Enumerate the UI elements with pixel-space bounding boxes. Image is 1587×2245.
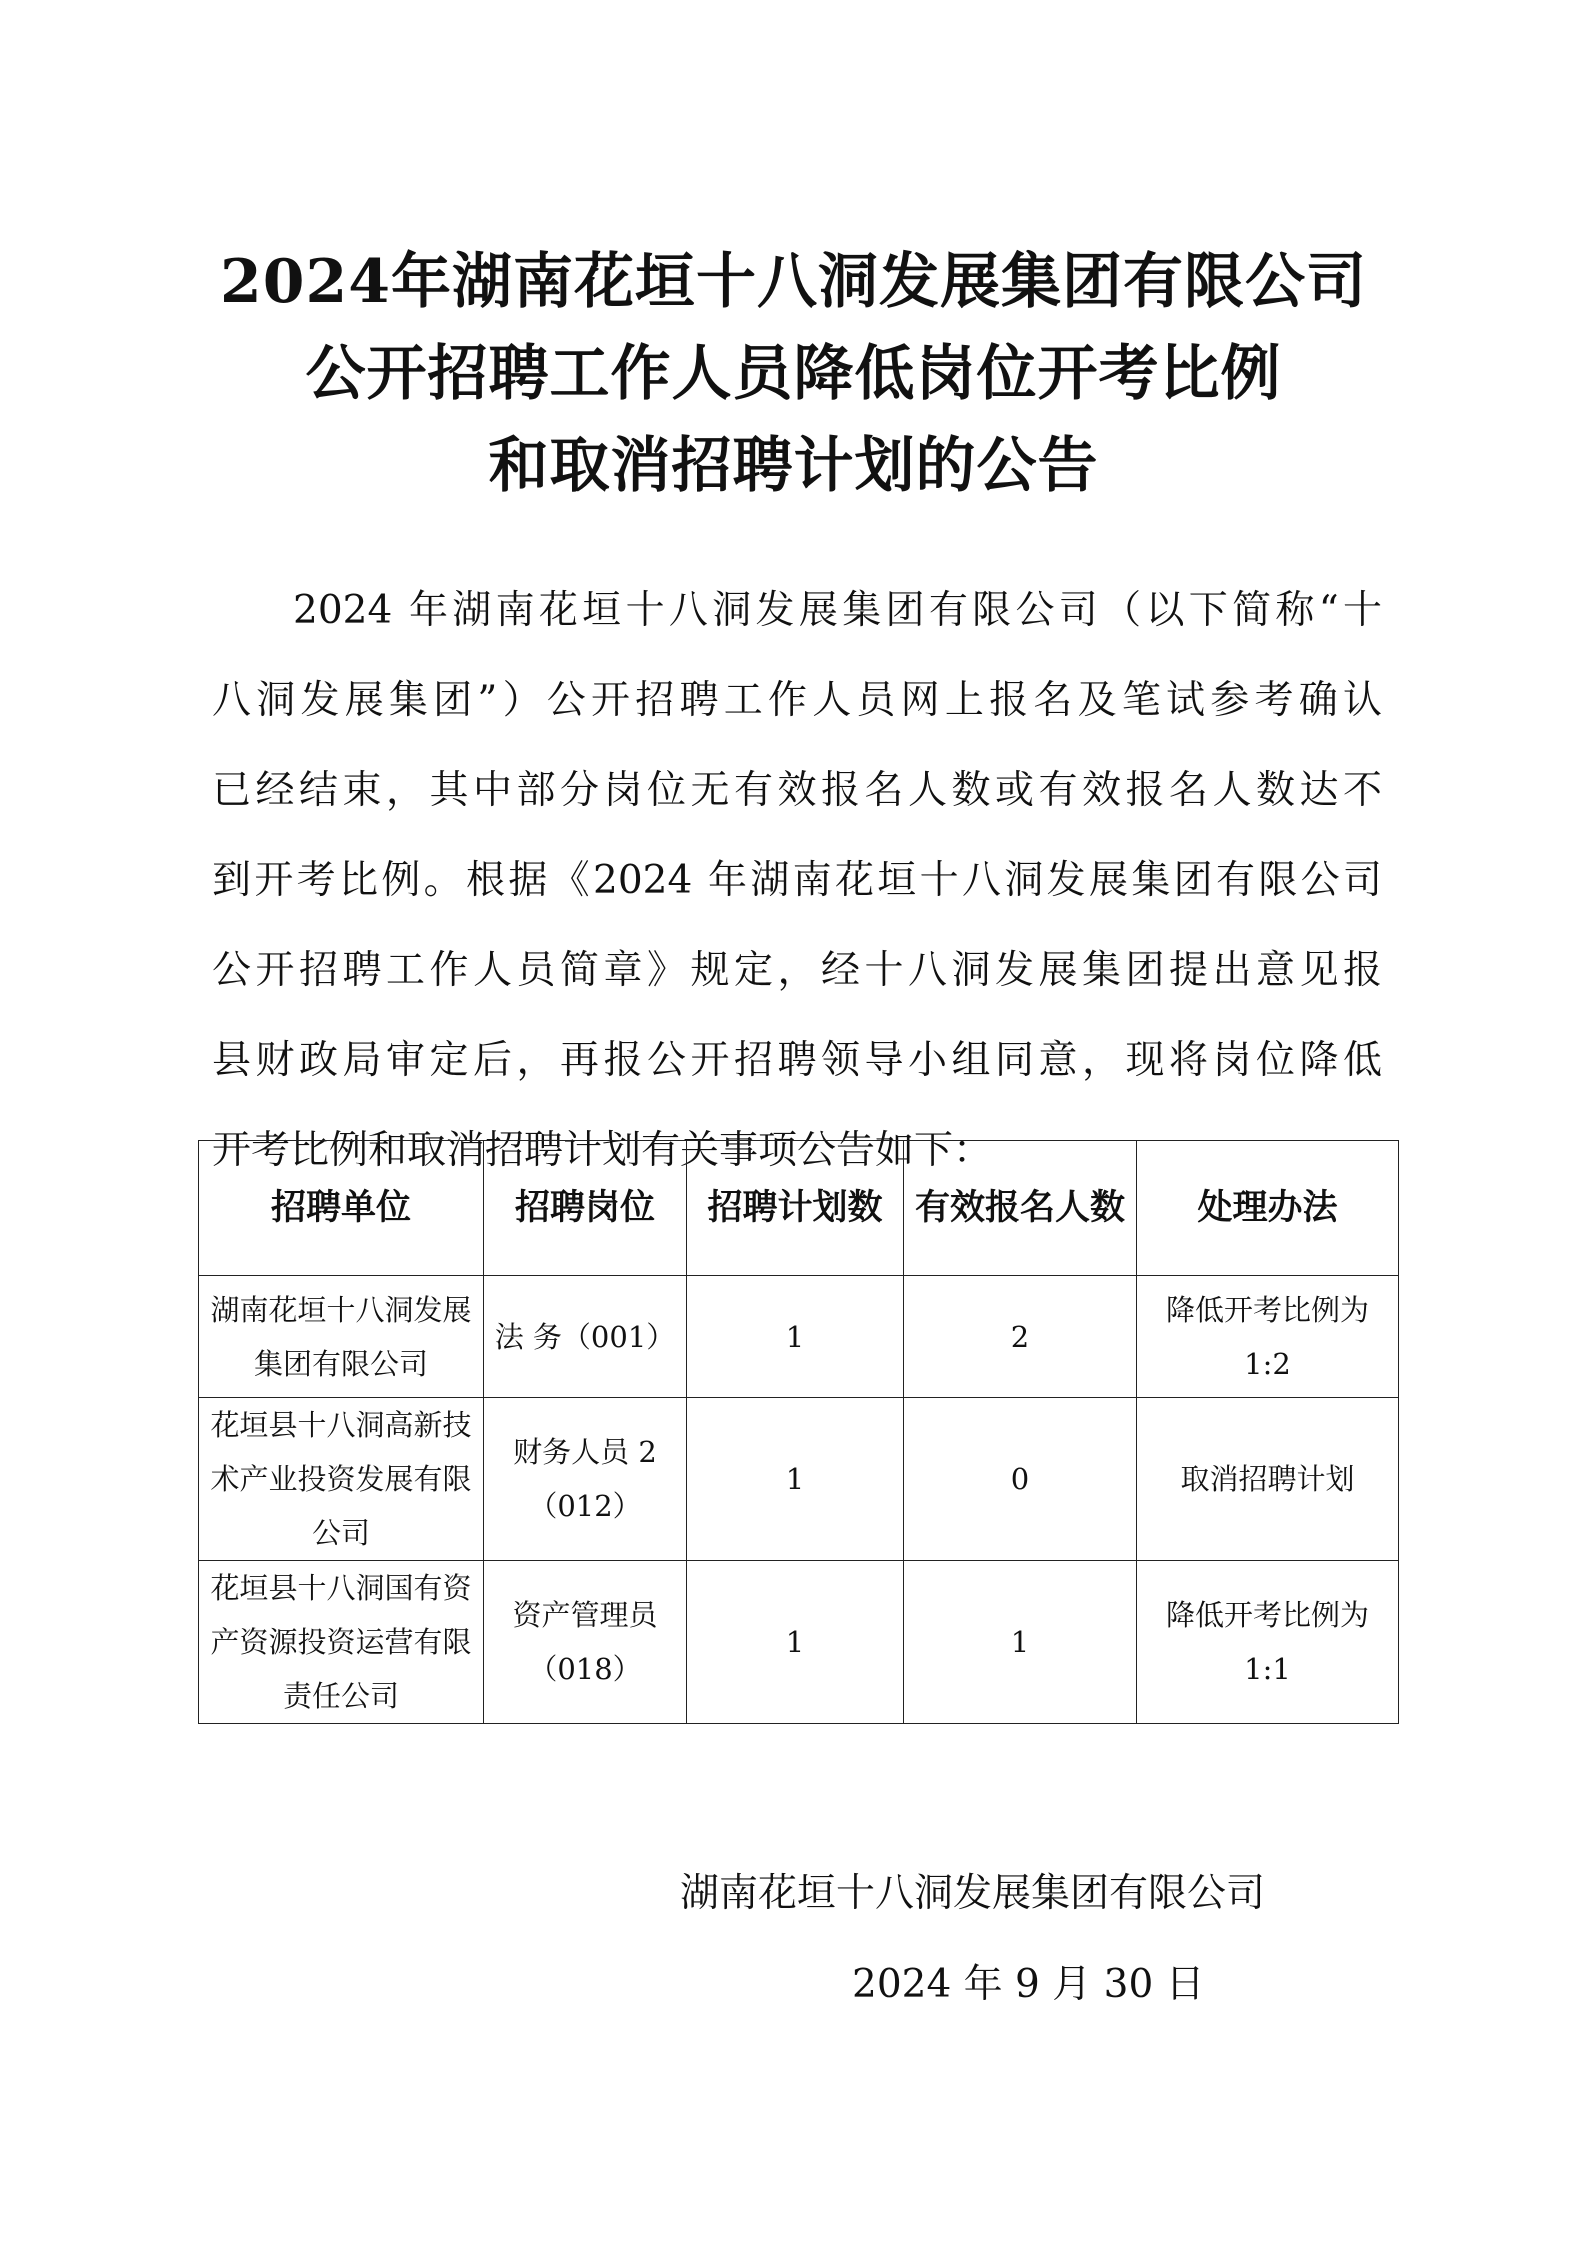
header-unit: 招聘单位	[199, 1141, 484, 1276]
header-position: 招聘岗位	[484, 1141, 687, 1276]
table-row	[199, 1561, 1399, 1724]
header-plan: 招聘计划数	[687, 1141, 904, 1276]
cell-plan: 1	[687, 1561, 904, 1724]
body-line: 开考比例和取消招聘计划有关事项公告如下：	[212, 1128, 993, 1173]
table-header-row	[199, 1141, 1399, 1276]
cell-unit: 花垣县十八洞高新技术产业投资发展有限公司	[199, 1398, 484, 1561]
issuer-signature: 湖南花垣十八洞发展集团有限公司	[680, 1871, 1266, 1916]
header-applicants: 有效报名人数	[904, 1141, 1137, 1276]
body-line: 公开招聘工作人员简章》规定，经十八洞发展集团提出意见报	[212, 948, 1382, 993]
cell-unit: 湖南花垣十八洞发展集团有限公司	[199, 1276, 484, 1398]
adjustment-table	[198, 1140, 1399, 1724]
cell-action: 取消招聘计划	[1137, 1398, 1399, 1561]
cell-unit: 花垣县十八洞国有资产资源投资运营有限责任公司	[199, 1561, 484, 1724]
title-line-1: 2024年湖南花垣十八洞发展集团有限公司	[220, 247, 1367, 317]
cell-plan: 1	[687, 1276, 904, 1398]
body-line: 到开考比例。根据《2024 年湖南花垣十八洞发展集团有限公司	[212, 858, 1382, 903]
notice-title	[150, 236, 1437, 512]
cell-applicants: 1	[904, 1561, 1137, 1724]
cell-applicants: 2	[904, 1276, 1137, 1398]
cell-plan: 1	[687, 1398, 904, 1561]
title-line-3: 和取消招聘计划的公告	[488, 431, 1099, 501]
cell-position: 法 务（001）	[484, 1276, 687, 1398]
cell-action: 降低开考比例为1:2	[1137, 1276, 1399, 1398]
table-row	[199, 1276, 1399, 1398]
cell-position: 资产管理员（018）	[484, 1561, 687, 1724]
body-line: 已经结束，其中部分岗位无有效报名人数或有效报名人数达不	[212, 768, 1382, 813]
notice-body	[212, 566, 1382, 1196]
title-line-2: 公开招聘工作人员降低岗位开考比例	[305, 339, 1282, 409]
body-line: 八洞发展集团”）公开招聘工作人员网上报名及笔试参考确认	[212, 678, 1382, 723]
body-line: 县财政局审定后，再报公开招聘领导小组同意，现将岗位降低	[212, 1038, 1382, 1083]
body-line: 2024 年湖南花垣十八洞发展集团有限公司（以下简称“十	[293, 588, 1382, 633]
cell-position: 财务人员 2（012）	[484, 1398, 687, 1561]
cell-action: 降低开考比例为1:1	[1137, 1561, 1399, 1724]
cell-applicants: 0	[904, 1398, 1137, 1561]
table-row	[199, 1398, 1399, 1561]
issue-date: 2024 年 9 月 30 日	[852, 1962, 1205, 2007]
header-action: 处理办法	[1137, 1141, 1399, 1276]
